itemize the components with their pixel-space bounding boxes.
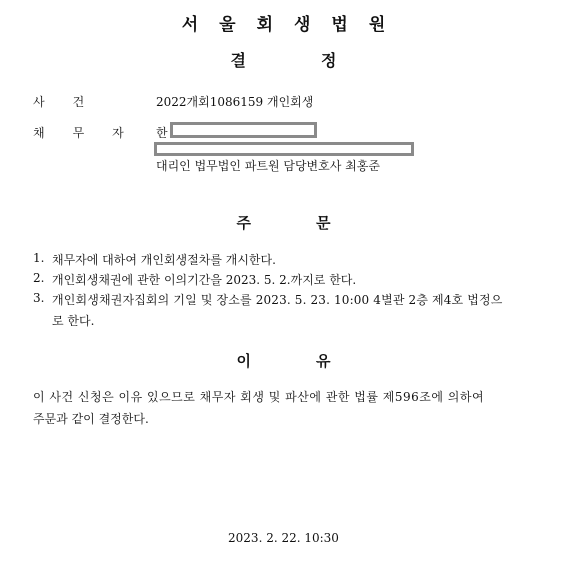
decision-date: 2023. 2. 22. 10:30 — [228, 531, 339, 545]
debtor-label: 채무자 — [33, 126, 152, 140]
reason-text-line: 주문과 같이 결정한다. — [33, 412, 149, 426]
agent-line: 대리인 법무법인 파트원 담당변호사 최홍준 — [156, 159, 380, 173]
order-item-number: 3. — [33, 291, 45, 305]
debtor-redaction-box — [170, 122, 317, 138]
court-name: 서울회생법원 — [181, 15, 407, 35]
case-number: 2022개회1086159 개인회생 — [156, 95, 314, 109]
order-item-continuation: 로 한다. — [52, 314, 95, 328]
case-label: 사건 — [33, 95, 113, 109]
debtor-name: 한 — [156, 126, 168, 140]
order-item-text: 개인회생채권에 관한 이의기간을 2023. 5. 2.까지로 한다. — [52, 273, 357, 287]
document-title: 결정 — [230, 51, 412, 70]
order-heading: 주문 — [236, 214, 396, 232]
reason-text-line: 이 사건 신청은 이유 있으므로 채무자 회생 및 파산에 관한 법률 제596조에 의하여 — [33, 390, 485, 404]
order-item-number: 1. — [33, 251, 45, 265]
order-item-number: 2. — [33, 271, 45, 285]
reason-heading: 이유 — [236, 352, 396, 370]
order-item-text: 개인회생채권자집회의 기일 및 장소를 2023. 5. 23. 10:00 4별관 2층 제4호 법정으 — [52, 293, 503, 307]
order-item-text: 채무자에 대하여 개인회생절차를 개시한다. — [52, 253, 276, 267]
address-redaction-box — [154, 142, 414, 156]
